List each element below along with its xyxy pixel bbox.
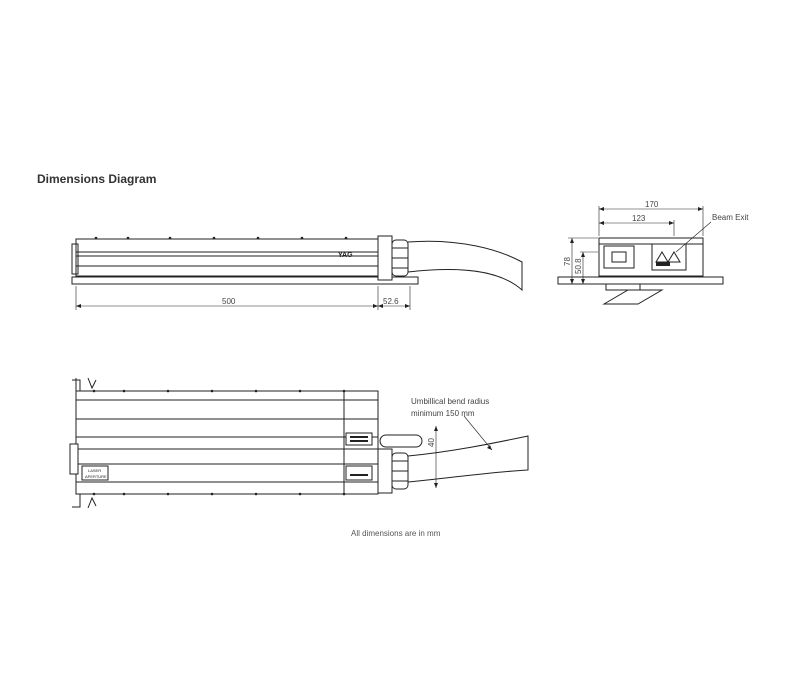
dimension-length-500: 500: [222, 297, 236, 306]
side-view-connector: [378, 236, 392, 280]
dimension-height-50-8: 50.8: [574, 258, 583, 274]
page-title: Dimensions Diagram: [37, 172, 157, 186]
beam-exit-label: Beam Exit: [712, 213, 749, 222]
laser-label-text: LASER: [88, 468, 102, 473]
side-view-body: [76, 239, 378, 281]
top-view-connector: [378, 449, 392, 493]
dimension-height-40: 40: [427, 438, 436, 447]
top-view-handle: [380, 435, 422, 447]
dimension-length-52-6: 52.6: [383, 297, 399, 306]
top-view-warning-label-lower: [346, 466, 372, 480]
units-footnote: All dimensions are in mm: [351, 529, 441, 538]
dimension-width-123: 123: [632, 214, 646, 223]
top-view-body: [76, 391, 378, 494]
side-view-umbilical-cable: [408, 241, 522, 290]
side-view: [72, 236, 522, 310]
brand-mark: YAG: [338, 252, 353, 259]
dimension-height-78: 78: [563, 257, 572, 266]
bend-radius-label-line1: Umbillical bend radius: [411, 397, 490, 406]
dimension-width-170: 170: [645, 200, 659, 209]
top-view-warning-label-upper: [346, 433, 372, 445]
side-view-base-plate: [72, 277, 418, 284]
bend-radius-label-line2: minimum 150 mm: [411, 409, 475, 418]
aperture-label-text: APERTURE: [85, 474, 107, 479]
top-view-umbilical-cable: [408, 436, 528, 482]
